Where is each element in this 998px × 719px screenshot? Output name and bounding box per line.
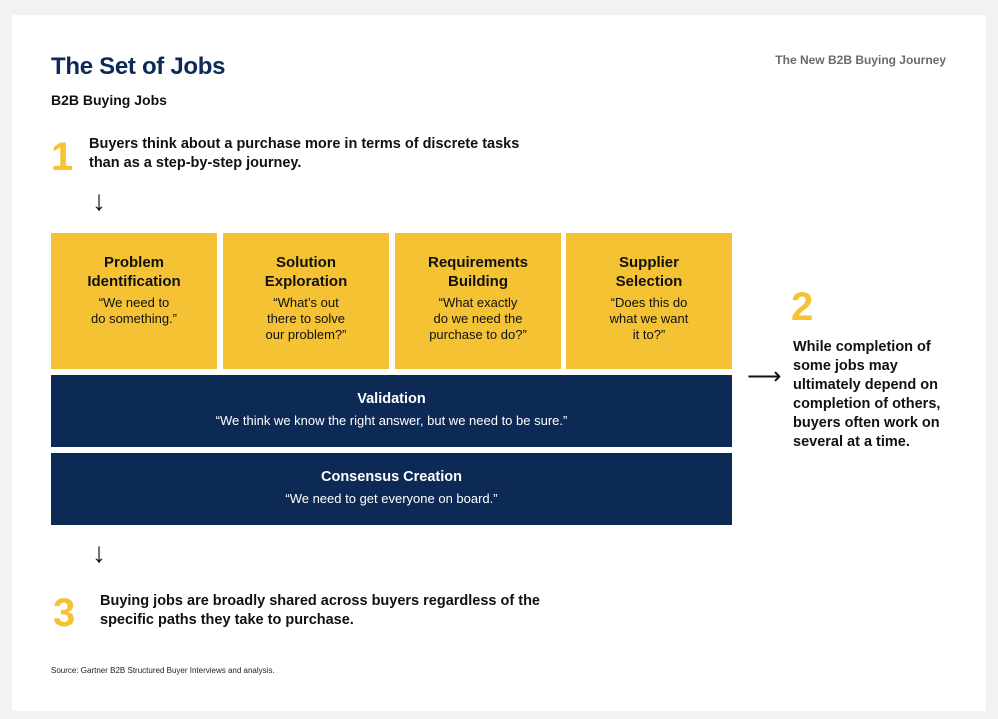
slide: [12, 15, 986, 711]
bar-title: Consensus Creation: [321, 469, 462, 485]
job-solution-exploration: [223, 233, 389, 369]
source-note: Source: Gartner B2B Structured Buyer Interviews and analysis.: [51, 666, 275, 675]
arrow-right-icon: ⟶: [747, 363, 782, 390]
job-problem-identification: [51, 233, 217, 369]
bar-title: Validation: [357, 391, 426, 407]
arrow-down-icon: ↓: [92, 537, 106, 568]
job-validation: [51, 375, 732, 447]
step-3-text: Buying jobs are broadly shared across buyers regardless of the specific paths they take to purchase.: [100, 593, 540, 628]
step-1-text: Buyers think about a purchase more in terms of discrete tasks than as a step-by-step journey.: [89, 136, 520, 171]
step-1-number: 1: [51, 135, 74, 179]
page-title: The Set of Jobs: [51, 53, 226, 80]
job-quote: “Does this do what we want it to?”: [609, 295, 689, 342]
job-title: Problem Identification: [87, 254, 181, 290]
job-requirements-building: [395, 233, 561, 369]
bar-quote: “We need to get everyone on board.”: [285, 491, 498, 506]
job-consensus-creation: [51, 453, 732, 525]
step-2-number: 2: [791, 285, 814, 329]
job-title: Solution Exploration: [264, 254, 348, 290]
step-2-text: While completion of some jobs may ultimately depend on completion of others, buyers often work on several at a time.: [793, 339, 941, 450]
job-title: Supplier Selection: [615, 254, 683, 290]
job-title: Requirements Building: [427, 254, 529, 290]
job-supplier-selection: [566, 233, 732, 369]
job-quote: “What’s out there to solve our problem?”: [265, 295, 347, 342]
step-3-number: 3: [53, 591, 76, 635]
bar-quote: “We think we know the right answer, but we need to be sure.”: [215, 413, 568, 428]
job-quote: “What exactly do we need the purchase to do?”: [429, 295, 527, 342]
job-quote: “We need to do something.”: [91, 295, 177, 326]
series-label: The New B2B Buying Journey: [775, 53, 946, 67]
page-subtitle: B2B Buying Jobs: [51, 92, 167, 108]
arrow-down-icon: ↓: [92, 185, 106, 216]
